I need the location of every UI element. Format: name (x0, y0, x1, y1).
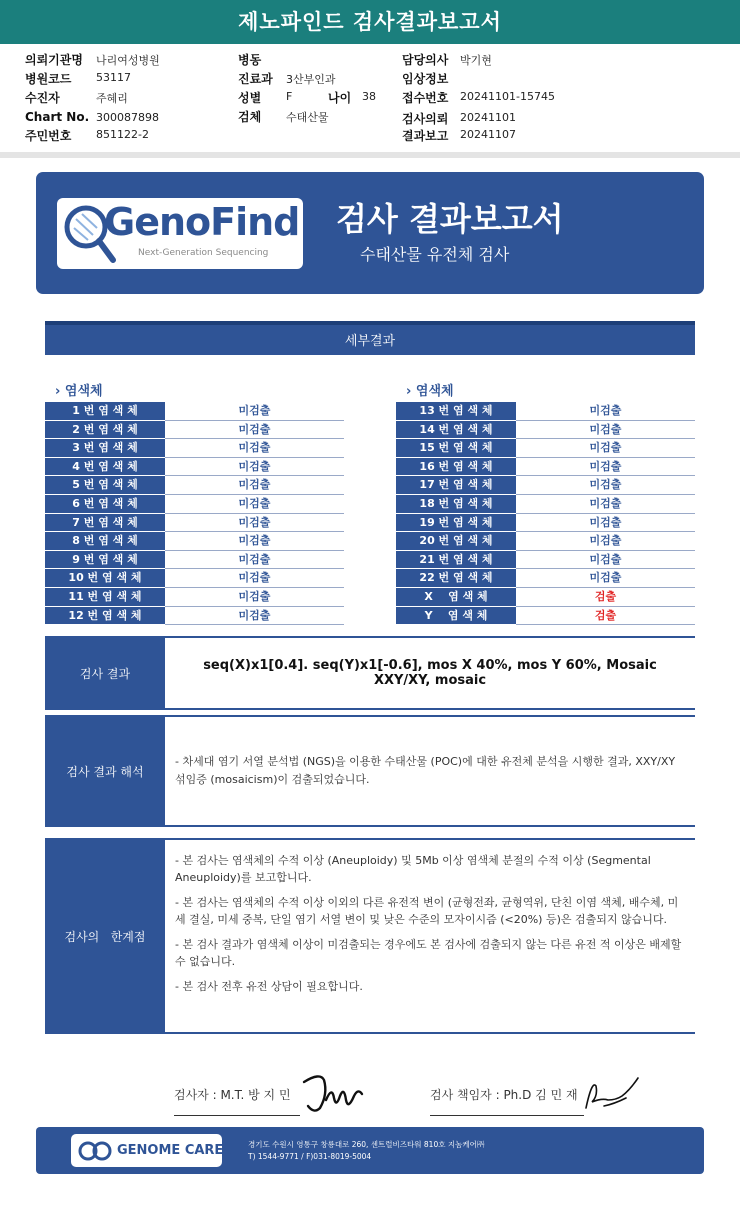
director-signature (582, 1070, 642, 1116)
director-signature-label: 검사 책임자 : Ph.D 김 민 재 (430, 1088, 578, 1102)
chromosome-result: 미검출 (516, 402, 695, 421)
report-title: 제노파인드 검사결과보고서 (0, 0, 740, 44)
result-label: 검사 결과 (45, 638, 165, 708)
chromosome-name: 8 번 염 색 체 (45, 532, 165, 551)
chromosome-table-left (45, 402, 344, 625)
chromosome-result: 미검출 (165, 551, 344, 570)
info-label: 검사의뢰 (402, 112, 449, 126)
chromosome-row (396, 607, 695, 626)
info-value: 주혜리 (96, 92, 128, 105)
chromosome-result: 미검출 (165, 588, 344, 607)
chromosome-result: 미검출 (165, 532, 344, 551)
chromosome-result: 미검출 (516, 551, 695, 570)
chromosome-result: 미검출 (516, 476, 695, 495)
info-label: 의뢰기관명 (25, 53, 83, 67)
interpretation-label: 검사 결과 해석 (45, 717, 165, 825)
chromosome-row (45, 607, 344, 626)
chromosome-name: X 염 색 체 (396, 588, 516, 607)
chromosome-result: 미검출 (165, 421, 344, 440)
chromosome-row (45, 569, 344, 588)
section-title: 세부결과 (45, 321, 695, 355)
chromosome-row (396, 588, 695, 607)
chromosome-row (396, 569, 695, 588)
chromosome-name: Y 염 색 체 (396, 607, 516, 626)
chromosome-row (396, 514, 695, 533)
chromosome-result: 검출 (516, 588, 695, 607)
result-text: seq(X)x1[0.4]. seq(Y)x1[-0.6], mos X 40%, mos Y 60%, Mosaic XXY/XY, mosaic (203, 658, 657, 688)
info-label: 접수번호 (402, 91, 449, 105)
chromosome-result: 미검출 (516, 458, 695, 477)
chevron-right-icon: › (406, 384, 412, 399)
chromosome-row (396, 495, 695, 514)
chromosome-result: 미검출 (516, 514, 695, 533)
chromosome-name: 6 번 염 색 체 (45, 495, 165, 514)
info-value: 3산부인과 (286, 73, 336, 86)
divider (0, 152, 740, 158)
info-value: 300087898 (96, 111, 159, 124)
chromosome-row (396, 439, 695, 458)
info-label: 진료과 (238, 72, 273, 86)
chromosome-result: 미검출 (516, 532, 695, 551)
chromosome-row (396, 421, 695, 440)
chromosome-row (45, 421, 344, 440)
info-label: 검체 (238, 110, 262, 124)
age-label: 나이 (328, 91, 352, 105)
genome-care-logo-icon (78, 1140, 114, 1162)
chromosome-name: 11 번 염 색 체 (45, 588, 165, 607)
chromosome-row (396, 476, 695, 495)
chromosome-row (45, 495, 344, 514)
info-value: 수태산물 (286, 111, 329, 124)
chromosome-row (45, 514, 344, 533)
chromosome-result: 미검출 (165, 495, 344, 514)
chromosome-name: 16 번 염 색 체 (396, 458, 516, 477)
tester-signature (298, 1070, 370, 1118)
chromosome-name: 9 번 염 색 체 (45, 551, 165, 570)
company-contact: T) 1544-9771 / F)031-8019-5004 (248, 1152, 372, 1161)
chromosome-row (396, 402, 695, 421)
info-label: 성별 (238, 91, 262, 105)
chromosome-heading-right: › 염색체 (406, 384, 454, 399)
interpretation-block (45, 715, 695, 827)
chromosome-name: 15 번 염 색 체 (396, 439, 516, 458)
logo-text: GenoFind (104, 200, 300, 244)
result-block (45, 636, 695, 710)
chromosome-row (45, 588, 344, 607)
chromosome-name: 21 번 염 색 체 (396, 551, 516, 570)
chromosome-row (45, 439, 344, 458)
interpretation-text: - 차세대 염기 서열 분석법 (NGS)을 이용한 수태산물 (POC)에 대한 유전체 분석을 시행한 결과, XXY/XY 섞임증 (mosaicism)이 검출되었습니다. (175, 755, 676, 786)
chromosome-result: 미검출 (165, 439, 344, 458)
info-label: Chart No. (25, 110, 90, 124)
chromosome-row (396, 458, 695, 477)
limitations-list (165, 840, 695, 1032)
chromosome-result: 미검출 (165, 476, 344, 495)
chromosome-name: 22 번 염 색 체 (396, 569, 516, 588)
chromosome-row (45, 458, 344, 477)
chromosome-name: 7 번 염 색 체 (45, 514, 165, 533)
chromosome-result: 미검출 (516, 439, 695, 458)
info-label: 결과보고 (402, 129, 449, 143)
limitations-label: 검사의 한계점 (45, 840, 165, 1032)
info-value: 20241101 (460, 111, 516, 124)
info-value: 나리여성병원 (96, 54, 160, 67)
chromosome-name: 14 번 염 색 체 (396, 421, 516, 440)
limitation-item: - 본 검사는 염색체의 수적 이상 (Aneuploidy) 및 5Mb 이상 염색체 분절의 수적 이상 (Segmental Aneuploidy)를 보고합니다. (175, 854, 651, 884)
chromosome-name: 13 번 염 색 체 (396, 402, 516, 421)
logo-subtitle: Next-Generation Sequencing (138, 248, 269, 258)
info-label: 병동 (238, 53, 262, 67)
info-label: 수진자 (25, 91, 60, 105)
chromosome-name: 3 번 염 색 체 (45, 439, 165, 458)
chromosome-table-right (396, 402, 695, 625)
age-value: 38 (362, 90, 376, 103)
chromosome-result: 검출 (516, 607, 695, 626)
chromosome-result: 미검출 (516, 495, 695, 514)
info-label: 주민번호 (25, 129, 72, 143)
chevron-right-icon: › (55, 384, 61, 399)
limitation-item: - 본 검사는 염색체의 수적 이상 이외의 다른 유전적 변이 (균형전좌, 균형역위, 단친 이염 색체, 배수체, 미세 결실, 미세 중복, 단일 염기 서열 변이 및 낮은 수준의 모자이시즘 (<20%) 등)은 검출되지 않습니다. (175, 896, 679, 926)
chromosome-name: 10 번 염 색 체 (45, 569, 165, 588)
info-label: 병원코드 (25, 72, 72, 86)
chromosome-row (45, 551, 344, 570)
chromosome-row (45, 402, 344, 421)
chromosome-name: 5 번 염 색 체 (45, 476, 165, 495)
chromosome-row (45, 476, 344, 495)
info-label: 담당의사 (402, 53, 449, 67)
chromosome-name: 1 번 염 색 체 (45, 402, 165, 421)
chromosome-name: 17 번 염 색 체 (396, 476, 516, 495)
banner-subtitle: 수태산물 유전체 검사 (360, 245, 510, 264)
chromosome-row (396, 532, 695, 551)
chromosome-row (45, 532, 344, 551)
chromosome-result: 미검출 (165, 514, 344, 533)
chromosome-name: 19 번 염 색 체 (396, 514, 516, 533)
info-value: 20241107 (460, 128, 516, 141)
limitations-block (45, 838, 695, 1034)
tester-signature-label: 검사자 : M.T. 방 지 민 (174, 1088, 291, 1102)
info-label: 임상정보 (402, 72, 449, 86)
chromosome-result: 미검출 (165, 569, 344, 588)
company-address: 경기도 수원시 영통구 창룡대로 260, 센트럴비즈타워 810호 지놈케어㈜ (248, 1140, 485, 1149)
chromosome-result: 미검출 (165, 402, 344, 421)
chromosome-result: 미검출 (516, 421, 695, 440)
info-value: 20241101-15745 (460, 90, 555, 103)
company-name: GENOME CARE (117, 1143, 224, 1158)
info-value: 박기현 (460, 54, 492, 67)
info-value: 53117 (96, 71, 131, 84)
chromosome-result: 미검출 (165, 607, 344, 626)
signature-line (174, 1115, 300, 1116)
banner-title: 검사 결과보고서 (336, 200, 564, 238)
chromosome-name: 12 번 염 색 체 (45, 607, 165, 626)
chromosome-result: 미검출 (165, 458, 344, 477)
chromosome-name: 18 번 염 색 체 (396, 495, 516, 514)
limitation-item: - 본 검사 결과가 염색체 이상이 미검출되는 경우에도 본 검사에 검출되지 않는 다른 유전 적 이상은 배제할 수 없습니다. (175, 938, 682, 968)
chromosome-name: 4 번 염 색 체 (45, 458, 165, 477)
limitation-item: - 본 검사 전후 유전 상담이 필요합니다. (175, 980, 363, 993)
chromosome-name: 2 번 염 색 체 (45, 421, 165, 440)
chromosome-row (396, 551, 695, 570)
chromosome-name: 20 번 염 색 체 (396, 532, 516, 551)
signature-line (430, 1115, 584, 1116)
chromosome-result: 미검출 (516, 569, 695, 588)
info-value: F (286, 90, 293, 103)
chromosome-heading-left: › 염색체 (55, 384, 103, 399)
info-value: 851122-2 (96, 128, 149, 141)
